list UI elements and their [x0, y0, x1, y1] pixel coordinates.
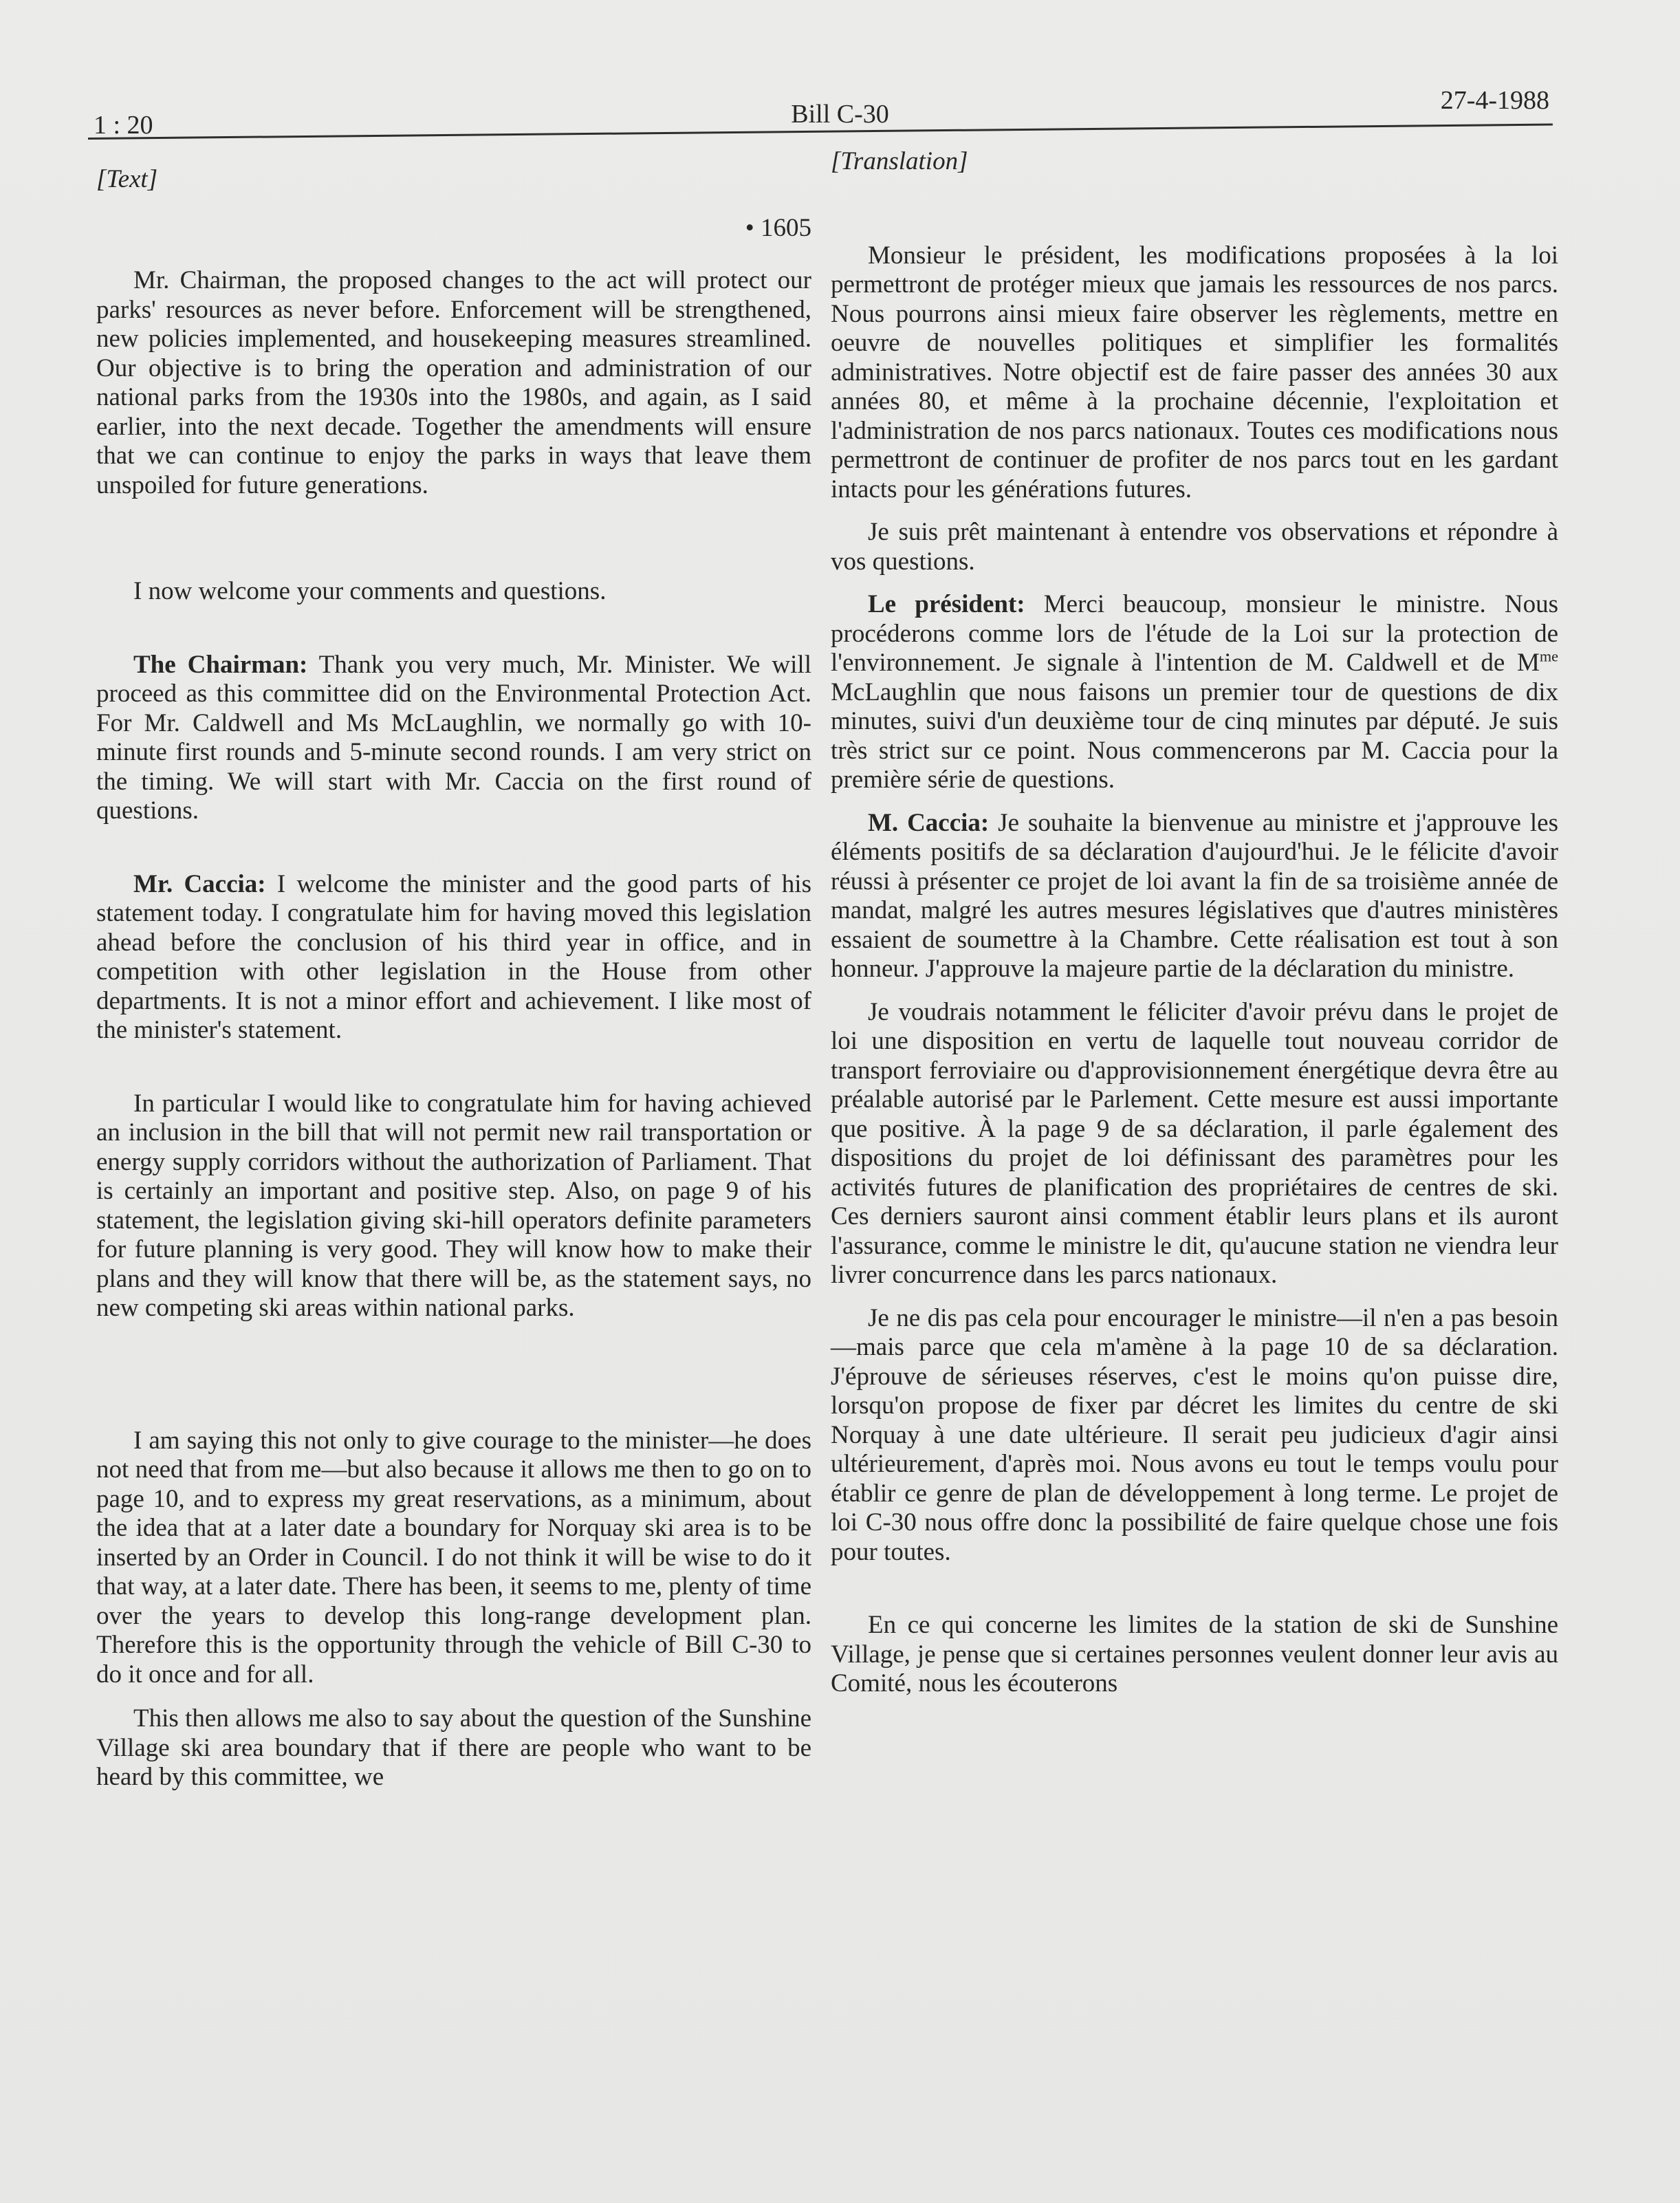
paragraph — [831, 809, 1558, 984]
paragraph-text: I welcome the minister and the good parts of his statement today. I congratulate him for having moved this legislation ahead before the conclusion of his third year in office, and in competition with other legislation in the House from other departments. It is not a minor effort and achievement. I like most of the minister's statement. — [96, 869, 811, 1044]
paragraph-text: Merci beaucoup, monsieur le ministre. Nous procéderons comme lors de l'étude de la Loi sur la protection de l'environnement. Je signale à l'intention de M. Caldwell et de M — [831, 590, 1558, 677]
french-column — [831, 147, 1558, 1699]
paragraph: En ce qui concerne les limites de la station de ski de Sunshine Village, je pense que si certaines personnes veulent donner leur avis au Comité, nous les écouterons — [831, 1611, 1558, 1697]
paragraph: Je voudrais notamment le féliciter d'avoir prévu dans le projet de loi une disposition en vertu de laquelle tout nouveau corridor de transport ferroviaire ou d'approvisionnement énergétique devra être au préalable autorisé par le Parlement. Cette mesure est aussi importante que positive. À la page 9 de sa déclaration, il parle également des dispositions du projet de loi définissant des paramètres pour les activités futures de planification des propriétaires de centres de ski. Ces derniers sauront ainsi comment établir leurs plans et ils auront l'assurance, comme le ministre le dit, qu'aucune station ne viendra leur livrer concurrence dans les parcs nationaux. — [831, 997, 1558, 1289]
page-number: 1 : 20 — [94, 111, 153, 140]
paragraph — [96, 651, 811, 826]
superscript: me — [1539, 647, 1558, 665]
bill-title: Bill C-30 — [791, 100, 889, 129]
text-tag: [Text] — [96, 165, 158, 193]
paragraph — [96, 870, 811, 1045]
timestamp: • 1605 — [745, 213, 811, 242]
paragraph: Mr. Chairman, the proposed changes to the act will protect our parks' resources as never before. Enforcement will be strengthened, new policies implemented, and housekeeping measures streamlined. Our objective is to bring the operation and administration of our national parks from the 1930s into the 1980s, and again, as I said earlier, into the next decade. Together the amendments will ensure that we can continue to enjoy the parks in ways that leave them unspoiled for future generations. — [96, 266, 811, 499]
english-column — [96, 165, 811, 1792]
paragraph: Je suis prêt maintenant à entendre vos observations et répondre à vos questions. — [831, 518, 1558, 576]
paragraph: This then allows me also to say about the question of the Sunshine Village ski area boundary that if there are people who want to be heard by this committee, we — [96, 1704, 811, 1791]
paragraph-text: Thank you very much, Mr. Minister. We will proceed as this committee did on the Environmental Protection Act. For Mr. Caldwell and Ms McLaughlin, we normally go with 10-minute first rounds and 5-minute second rounds. I am very strict on the timing. We will start with Mr. Caccia on the first round of questions. — [96, 650, 811, 825]
speaker-label: Le président: — [868, 590, 1025, 618]
speaker-label: Mr. Caccia: — [133, 869, 266, 898]
paragraph: Monsieur le président, les modifications proposées à la loi permettront de protéger mieux que jamais les ressources de nos parcs. Nous pourrons ainsi mieux faire observer les règlements, mettre en oeuvre de nouvelles politiques et simplifier les formalités administratives. Notre objectif est de faire passer des années 30 aux années 80, et même à la prochaine décennie, l'exploitation et l'administration de nos parcs nationaux. Toutes ces modifications nous permettront de continuer de profiter de nos parcs tout en les gardant intacts pour les générations futures. — [831, 241, 1558, 503]
paragraph — [831, 590, 1558, 795]
speaker-label: The Chairman: — [133, 650, 308, 679]
paragraph-text: Je souhaite la bienvenue au ministre et j'approuve les éléments positifs de sa déclaration d'aujourd'hui. Je le félicite d'avoir réussi à présenter ce projet de loi avant la fin de sa troisième année de mandat, malgré les autres mesures législatives que d'autres ministères essaient de soumettre à la Chambre. Cette réalisation est tout à son honneur. J'approuve la majeure partie de la déclaration du ministre. — [831, 808, 1558, 983]
paragraph: I now welcome your comments and questions. — [133, 577, 607, 605]
paragraph: Je ne dis pas cela pour encourager le ministre—il n'en a pas besoin—mais parce que cela m'amène à la page 10 de sa déclaration. J'éprouve de sérieuses réserves, c'est le moins qu'on puisse dire, lorsqu'on propose de fixer par décret les limites du centre de ski Norquay à une date ultérieure. Il serait peu judicieux d'agir ainsi ultérieurement, d'après moi. Nous avons eu tout le temps voulu pour établir ce genre de plan de développement à long terme. Le projet de loi C-30 nous offre donc la possibilité de faire quelque chose une fois pour toutes. — [831, 1303, 1558, 1566]
paragraph: In particular I would like to congratulate him for having achieved an inclusion in the bill that will not permit new rail transportation or energy supply corridors without the authorization of Parliament. That is certainly an important and positive step. Also, on page 9 of his statement, the legislation giving ski-hill operators definite parameters for future planning is very good. They will know how to make their plans and they will know that there will be, as the statement says, no new competing ski areas within national parks. — [96, 1089, 811, 1322]
speaker-label: M. Caccia: — [868, 808, 990, 837]
translation-tag: [Translation] — [831, 147, 968, 175]
paragraph: I am saying this not only to give courage to the minister—he does not need that from me—but also because it allows me then to go on to page 10, and to express my great reservations, as a minimum, about the idea that at a later date a boundary for Norquay ski area is to be inserted by an Order in Council. I do not think it will be wise to do it that way, at a later date. There has been, it seems to me, plenty of time over the years to develop this long-range development plan. Therefore this is the opportunity through the vehicle of Bill C-30 to do it once and for all. — [96, 1426, 811, 1689]
paragraph-text: McLaughlin que nous faisons un premier tour de questions de dix minutes, suivi d'un deuxième tour de cinq minutes par député. Je suis très strict sur ce point. Nous commencerons par M. Caccia pour la première série de questions. — [831, 677, 1558, 794]
date: 27-4-1988 — [1440, 86, 1549, 115]
